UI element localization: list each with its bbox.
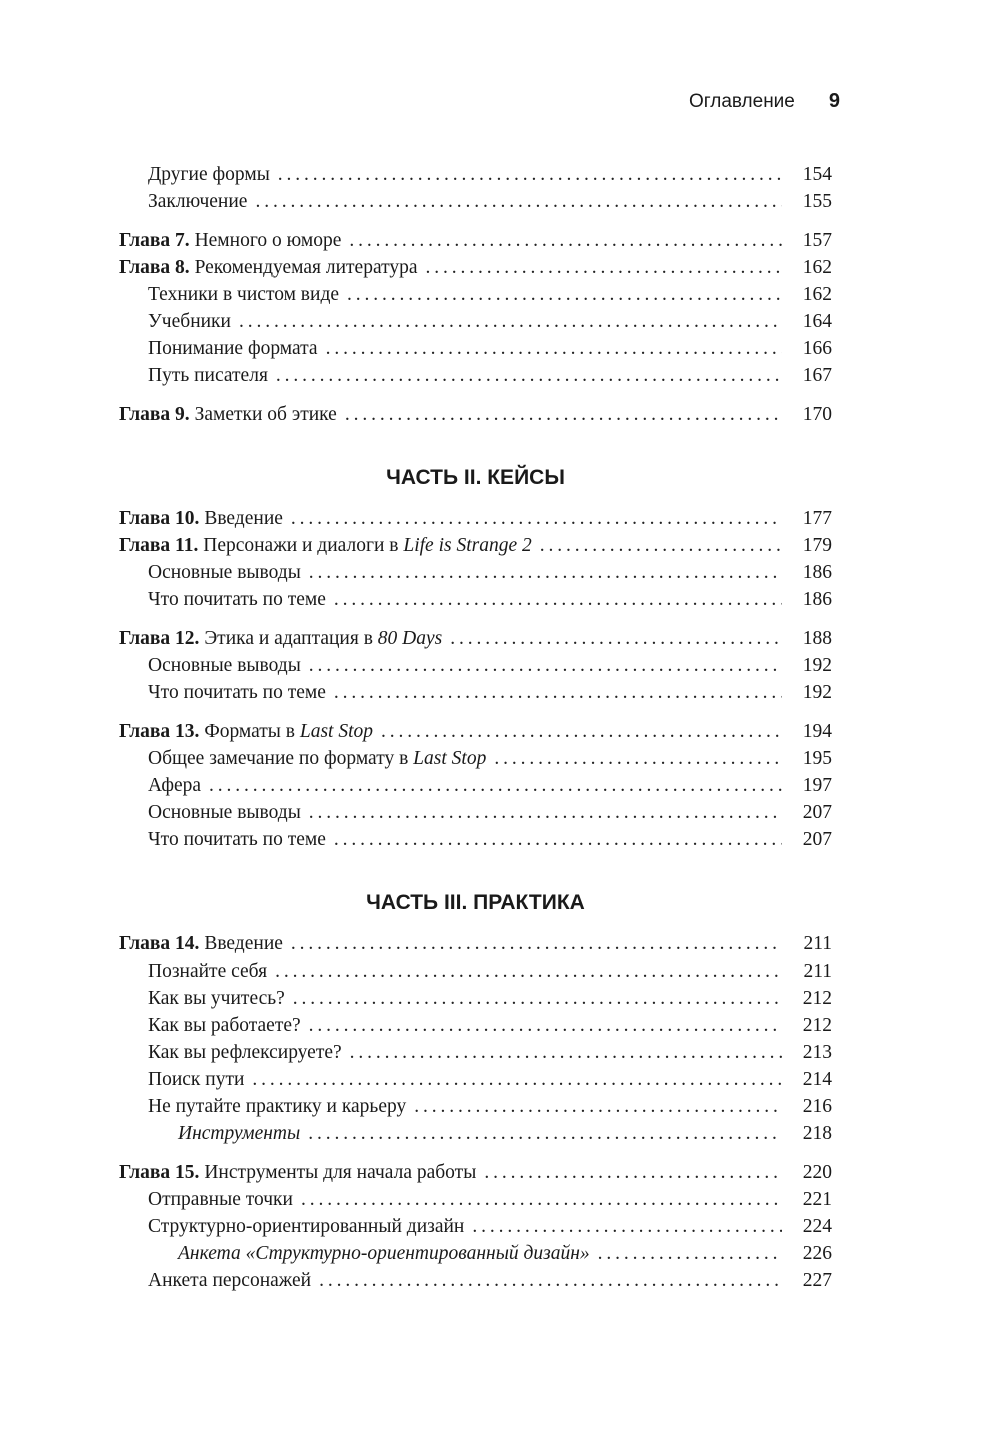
dot-leader bbox=[309, 652, 782, 679]
toc-entry-label bbox=[148, 652, 301, 679]
chapter-number: Глава 14. bbox=[119, 933, 200, 954]
part-heading-2: ЧАСТЬ II. КЕЙСЫ bbox=[386, 466, 565, 489]
dot-leader bbox=[276, 362, 782, 389]
entry-title-italic: Life is Strange 2 bbox=[403, 535, 532, 556]
chapter-number: Глава 11. bbox=[119, 535, 199, 556]
entry-page-number: 192 bbox=[802, 655, 832, 676]
entry-page-number: 155 bbox=[802, 191, 832, 212]
dot-leader bbox=[450, 625, 782, 652]
toc-entry bbox=[119, 1039, 832, 1066]
dot-leader bbox=[291, 505, 782, 532]
dot-leader bbox=[414, 1093, 782, 1120]
dot-leader bbox=[275, 958, 782, 985]
entry-title: Как вы учитесь? bbox=[148, 988, 285, 1009]
entry-title: Познайте себя bbox=[148, 961, 268, 982]
entry-title: Структурно-ориентированный дизайн bbox=[148, 1216, 465, 1237]
dot-leader bbox=[255, 188, 782, 215]
toc-entry bbox=[119, 505, 832, 532]
chapter-number: Глава 7. bbox=[119, 230, 190, 251]
toc-entry-label bbox=[148, 1186, 293, 1213]
entry-title: Другие формы bbox=[148, 164, 270, 185]
entry-title: Рекомендуемая литература bbox=[189, 257, 418, 278]
toc-entry-label bbox=[148, 1012, 301, 1039]
entry-title: Анкета персонажей bbox=[148, 1270, 312, 1291]
dot-leader bbox=[484, 1159, 782, 1186]
entry-title: Понимание формата bbox=[148, 338, 318, 359]
dot-leader bbox=[309, 559, 782, 586]
toc-entry bbox=[119, 532, 832, 559]
entry-page-number: 211 bbox=[803, 933, 832, 954]
toc-entry-label bbox=[119, 401, 337, 428]
dot-leader bbox=[301, 1186, 782, 1213]
entry-title: Техники в чистом виде bbox=[148, 284, 340, 305]
toc-entry bbox=[119, 362, 832, 389]
toc-entry-label bbox=[119, 1159, 476, 1186]
entry-page-number: 214 bbox=[802, 1069, 832, 1090]
toc-entry bbox=[119, 772, 832, 799]
entry-page-number: 167 bbox=[802, 365, 832, 386]
entry-page-number: 224 bbox=[802, 1216, 832, 1237]
toc-entry-label bbox=[148, 281, 339, 308]
toc-entry bbox=[119, 586, 832, 613]
entry-page-number: 207 bbox=[802, 829, 832, 850]
dot-leader bbox=[349, 227, 782, 254]
toc-entry bbox=[119, 1066, 832, 1093]
dot-leader bbox=[278, 161, 782, 188]
entry-title: Как вы работаете? bbox=[148, 1015, 301, 1036]
toc-entry bbox=[119, 254, 832, 281]
toc-entry-label bbox=[148, 958, 267, 985]
entry-title: Инструменты для начала работы bbox=[199, 1162, 477, 1183]
toc-entry-label bbox=[119, 505, 283, 532]
toc-entry-label bbox=[148, 1066, 244, 1093]
toc-entry-label bbox=[119, 930, 283, 957]
toc-entry bbox=[119, 161, 832, 188]
dot-leader bbox=[334, 586, 782, 613]
toc-entry bbox=[119, 559, 832, 586]
entry-title: Заключение bbox=[148, 191, 248, 212]
dot-leader bbox=[540, 532, 782, 559]
entry-title: Немного о юморе bbox=[189, 230, 342, 251]
toc-entry-label bbox=[148, 188, 247, 215]
toc-entry-label bbox=[148, 799, 301, 826]
toc-entry bbox=[119, 1159, 832, 1186]
entry-title: Не путайте практику и карьеру bbox=[148, 1096, 407, 1117]
toc-entry bbox=[119, 745, 832, 772]
chapter-number: Глава 12. bbox=[119, 628, 200, 649]
page-number: 9 bbox=[828, 90, 840, 112]
dot-leader bbox=[494, 745, 782, 772]
toc-entry bbox=[119, 1012, 832, 1039]
toc-entry bbox=[119, 308, 832, 335]
toc-entry-label bbox=[148, 161, 270, 188]
toc-entry-label bbox=[148, 308, 231, 335]
entry-title: Учебники bbox=[148, 311, 231, 332]
entry-title: Введение bbox=[199, 933, 283, 954]
entry-title-italic: Инструменты bbox=[178, 1123, 301, 1144]
toc-entry-label bbox=[119, 625, 442, 652]
dot-leader bbox=[598, 1240, 782, 1267]
dot-leader bbox=[345, 401, 782, 428]
entry-title: Форматы в bbox=[199, 721, 300, 742]
entry-title: Как вы рефлексируете? bbox=[148, 1042, 342, 1063]
toc-entry bbox=[119, 958, 832, 985]
entry-page-number: 154 bbox=[802, 164, 832, 185]
entry-page-number: 157 bbox=[802, 230, 832, 251]
toc-entry bbox=[119, 227, 832, 254]
toc-entry-label bbox=[119, 532, 532, 559]
chapter-number: Глава 8. bbox=[119, 257, 190, 278]
entry-page-number: 212 bbox=[802, 988, 832, 1009]
entry-title: Этика и адаптация в bbox=[199, 628, 378, 649]
dot-leader bbox=[252, 1066, 782, 1093]
entry-page-number: 188 bbox=[802, 628, 832, 649]
toc-entry bbox=[119, 1120, 832, 1147]
entry-page-number: 162 bbox=[802, 257, 832, 278]
entry-page-number: 227 bbox=[802, 1270, 832, 1291]
toc-entry bbox=[119, 1093, 832, 1120]
toc-entry-label bbox=[148, 362, 268, 389]
toc-entry-label bbox=[148, 335, 318, 362]
running-head-title: Оглавление bbox=[688, 91, 795, 112]
toc-entry-label bbox=[148, 1039, 342, 1066]
toc-entry bbox=[119, 281, 832, 308]
entry-title: Что почитать по теме bbox=[148, 682, 326, 703]
entry-page-number: 216 bbox=[802, 1096, 832, 1117]
entry-title-italic: Анкета «Структурно-ориентированный дизайн» bbox=[178, 1243, 590, 1264]
toc-entry bbox=[119, 1240, 832, 1267]
entry-page-number: 166 bbox=[802, 338, 832, 359]
entry-page-number: 192 bbox=[802, 682, 832, 703]
dot-leader bbox=[350, 1039, 782, 1066]
toc-entry bbox=[119, 1186, 832, 1213]
dot-leader bbox=[209, 772, 782, 799]
toc-entry bbox=[119, 985, 832, 1012]
entry-page-number: 226 bbox=[802, 1243, 832, 1264]
toc-entry bbox=[119, 679, 832, 706]
dot-leader bbox=[291, 930, 782, 957]
dot-leader bbox=[334, 679, 782, 706]
toc-entry-label bbox=[148, 1267, 311, 1294]
entry-page-number: 179 bbox=[802, 535, 832, 556]
dot-leader bbox=[326, 335, 782, 362]
dot-leader bbox=[293, 985, 782, 1012]
dot-leader bbox=[347, 281, 782, 308]
toc-entry-label bbox=[148, 586, 326, 613]
entry-title: Основные выводы bbox=[148, 802, 301, 823]
toc-entry-label bbox=[148, 1213, 464, 1240]
toc-entry bbox=[119, 1213, 832, 1240]
part-heading-3: ЧАСТЬ III. ПРАКТИКА bbox=[366, 891, 585, 914]
chapter-number: Глава 13. bbox=[119, 721, 200, 742]
toc-entry-label bbox=[148, 745, 486, 772]
entry-title: Заметки об этике bbox=[189, 404, 337, 425]
dot-leader bbox=[239, 308, 782, 335]
toc-entry-label bbox=[119, 254, 418, 281]
dot-leader bbox=[381, 718, 782, 745]
dot-leader bbox=[308, 1120, 782, 1147]
dot-leader bbox=[309, 799, 782, 826]
entry-title: Что почитать по теме bbox=[148, 589, 326, 610]
table-of-contents bbox=[119, 0, 832, 1447]
toc-entry bbox=[119, 401, 832, 428]
toc-entry-label bbox=[148, 826, 326, 853]
entry-title: Введение bbox=[199, 508, 283, 529]
entry-title-italic: Last Stop bbox=[299, 721, 374, 742]
chapter-number: Глава 10. bbox=[119, 508, 200, 529]
toc-entry-label bbox=[178, 1120, 300, 1147]
toc-entry-label bbox=[119, 718, 373, 745]
chapter-number: Глава 9. bbox=[119, 404, 190, 425]
toc-entry bbox=[119, 1267, 832, 1294]
entry-title: Поиск пути bbox=[148, 1069, 245, 1090]
entry-title: Афера bbox=[148, 775, 202, 796]
toc-entry bbox=[119, 799, 832, 826]
entry-page-number: 218 bbox=[802, 1123, 832, 1144]
toc-entry bbox=[119, 718, 832, 745]
dot-leader bbox=[334, 826, 782, 853]
entry-title: Отправные точки bbox=[148, 1189, 293, 1210]
toc-entry-label bbox=[148, 772, 201, 799]
toc-entry-label bbox=[119, 227, 341, 254]
entry-page-number: 186 bbox=[802, 589, 832, 610]
dot-leader bbox=[472, 1213, 782, 1240]
toc-entry bbox=[119, 652, 832, 679]
entry-title: Основные выводы bbox=[148, 655, 301, 676]
entry-page-number: 186 bbox=[802, 562, 832, 583]
toc-entry-label bbox=[178, 1240, 590, 1267]
entry-title: Общее замечание по формату в bbox=[148, 748, 414, 769]
toc-entry-label bbox=[148, 559, 301, 586]
entry-title-italic: 80 Days bbox=[377, 628, 443, 649]
entry-page-number: 164 bbox=[802, 311, 832, 332]
toc-entry-label bbox=[148, 985, 285, 1012]
entry-page-number: 194 bbox=[802, 721, 832, 742]
entry-page-number: 211 bbox=[803, 961, 832, 982]
entry-page-number: 195 bbox=[802, 748, 832, 769]
toc-entry-label bbox=[148, 679, 326, 706]
toc-entry bbox=[119, 625, 832, 652]
toc-entry-label bbox=[148, 1093, 406, 1120]
entry-page-number: 170 bbox=[802, 404, 832, 425]
dot-leader bbox=[319, 1267, 782, 1294]
entry-page-number: 213 bbox=[802, 1042, 832, 1063]
dot-leader bbox=[426, 254, 782, 281]
entry-title: Персонажи и диалоги в bbox=[198, 535, 404, 556]
entry-page-number: 221 bbox=[802, 1189, 832, 1210]
entry-title: Что почитать по теме bbox=[148, 829, 326, 850]
entry-page-number: 212 bbox=[802, 1015, 832, 1036]
toc-entry bbox=[119, 826, 832, 853]
dot-leader bbox=[309, 1012, 782, 1039]
entry-page-number: 162 bbox=[802, 284, 832, 305]
toc-entry bbox=[119, 335, 832, 362]
chapter-number: Глава 15. bbox=[119, 1162, 200, 1183]
entry-title: Основные выводы bbox=[148, 562, 301, 583]
toc-entry bbox=[119, 188, 832, 215]
entry-title: Путь писателя bbox=[148, 365, 268, 386]
entry-page-number: 207 bbox=[802, 802, 832, 823]
entry-page-number: 197 bbox=[802, 775, 832, 796]
toc-entry bbox=[119, 930, 832, 957]
entry-page-number: 177 bbox=[802, 508, 832, 529]
entry-title-italic: Last Stop bbox=[413, 748, 487, 769]
entry-page-number: 220 bbox=[802, 1162, 832, 1183]
